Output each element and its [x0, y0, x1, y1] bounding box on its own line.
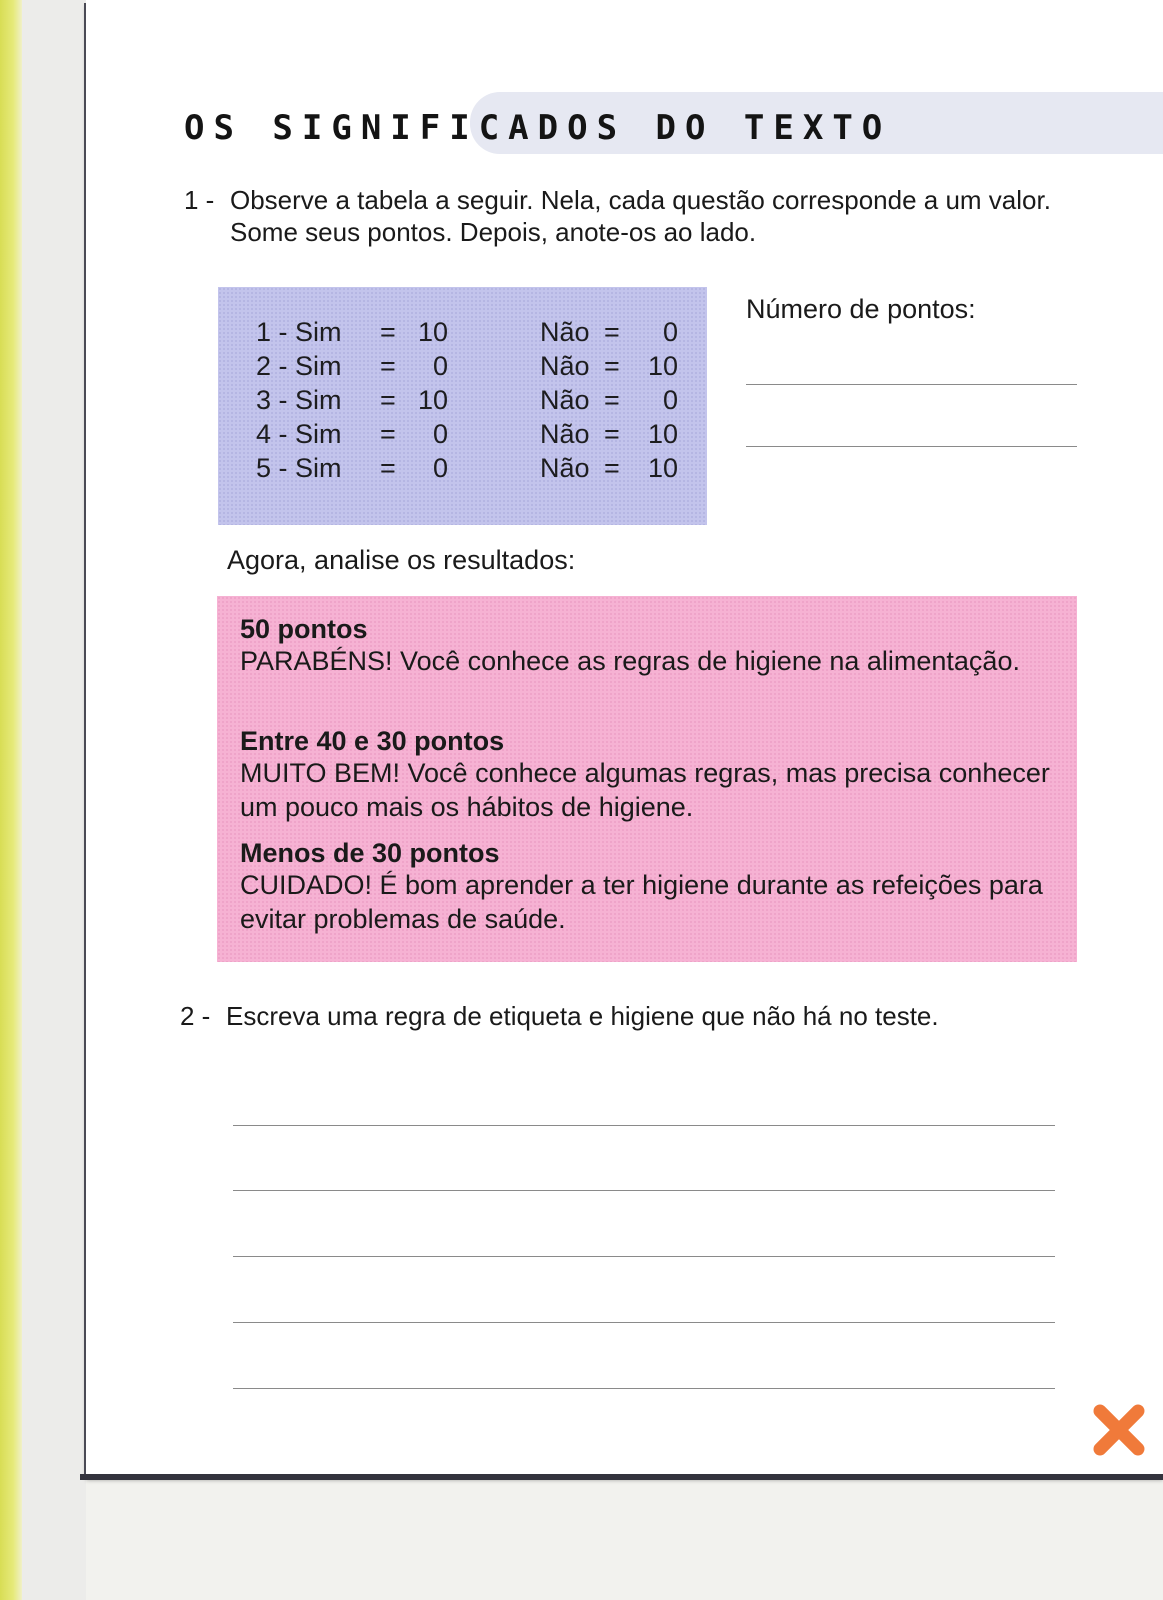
equals-sign: = — [380, 453, 396, 483]
nao-value: 10 — [647, 453, 678, 483]
answer-line[interactable] — [233, 1125, 1055, 1126]
equals-sign: = — [380, 419, 396, 449]
score-row — [218, 453, 707, 487]
nao-label: Não — [540, 453, 590, 483]
nao-label: Não — [540, 419, 590, 449]
sim-value: 0 — [432, 351, 448, 381]
question-2-text: Escreva uma regra de etiqueta e higiene que não há no teste. — [226, 1001, 939, 1031]
equals-sign: = — [380, 385, 396, 415]
result-text: PARABÉNS! Você conhece as regras de higiene na alimentação. — [240, 646, 1020, 676]
result-heading: Menos de 30 pontos — [240, 838, 500, 868]
results-box — [217, 596, 1077, 962]
nao-value: 10 — [647, 351, 678, 381]
answer-line[interactable] — [233, 1190, 1055, 1191]
nao-value: 10 — [647, 419, 678, 449]
sim-value: 10 — [417, 385, 448, 415]
equals-sign: = — [604, 385, 620, 415]
question-2-number: 2 - — [180, 1001, 211, 1031]
result-heading: 50 pontos — [240, 614, 368, 644]
sim-label: 2 - Sim — [256, 351, 342, 381]
x-mark-icon — [1092, 1403, 1146, 1457]
score-row — [218, 317, 707, 351]
sim-label: 1 - Sim — [256, 317, 342, 347]
question-1-number: 1 - — [184, 185, 215, 215]
result-text: CUIDADO! É bom aprender a ter higiene durante as refeições para evitar problemas de saúde. — [240, 870, 1043, 934]
equals-sign: = — [604, 351, 620, 381]
nao-label: Não — [540, 351, 590, 381]
margin-strip — [0, 0, 22, 1600]
sim-label: 4 - Sim — [256, 419, 342, 449]
sim-label: 5 - Sim — [256, 453, 342, 483]
points-label: Número de pontos: — [746, 294, 976, 324]
result-text: MUITO BEM! Você conhece algumas regras, mas precisa conhecer um pouco mais os hábitos de higiene. — [240, 758, 1050, 822]
analysis-prompt: Agora, analise os resultados: — [227, 545, 576, 575]
points-answer-line[interactable] — [746, 384, 1077, 385]
score-row — [218, 419, 707, 453]
nao-value: 0 — [662, 385, 678, 415]
nao-value: 0 — [662, 317, 678, 347]
question-2 — [180, 1000, 1040, 1070]
equals-sign: = — [380, 317, 396, 347]
nao-label: Não — [540, 317, 590, 347]
sim-value: 0 — [432, 453, 448, 483]
equals-sign: = — [604, 317, 620, 347]
score-row — [218, 351, 707, 385]
equals-sign: = — [604, 453, 620, 483]
answer-line[interactable] — [233, 1256, 1055, 1257]
score-row — [218, 385, 707, 419]
points-answer-line[interactable] — [746, 446, 1077, 447]
question-1 — [184, 184, 1064, 254]
equals-sign: = — [604, 419, 620, 449]
result-heading: Entre 40 e 30 pontos — [240, 726, 505, 756]
equals-sign: = — [380, 351, 396, 381]
sim-value: 10 — [417, 317, 448, 347]
score-table — [218, 287, 707, 525]
page-edge — [80, 1474, 1163, 1480]
answer-line[interactable] — [233, 1322, 1055, 1323]
sim-value: 0 — [432, 419, 448, 449]
answer-line[interactable] — [233, 1388, 1055, 1389]
question-1-text: Observe a tabela a seguir. Nela, cada questão corresponde a um valor. Some seus pontos. Depois, anote-os ao lado. — [230, 185, 1051, 247]
nao-label: Não — [540, 385, 590, 415]
page-title: OS SIGNIFICADOS DO TEXTO — [184, 108, 892, 148]
sim-label: 3 - Sim — [256, 385, 342, 415]
left-margin — [22, 0, 86, 1600]
